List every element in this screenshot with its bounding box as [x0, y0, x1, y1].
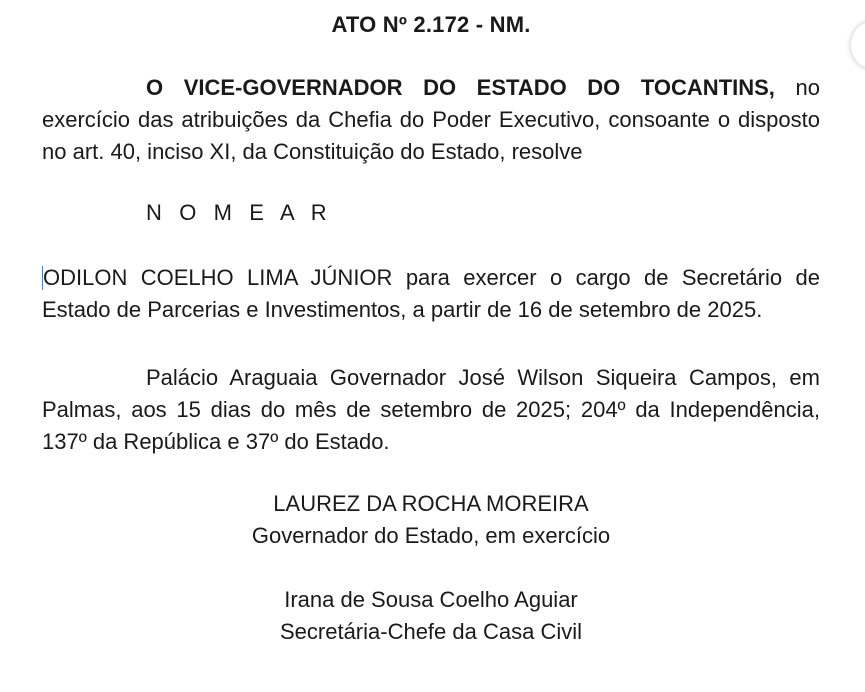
preamble-paragraph [42, 72, 820, 168]
signer-name: LAUREZ DA ROCHA MOREIRA [273, 491, 589, 516]
document-title: ATO Nº 2.172 - NM. [331, 12, 531, 37]
appointment-text: ODILON COELHO LIMA JÚNIOR para exercer o cargo de Secretário de Estado de Parcerias e Investimentos, a partir de 16 de setembro de 2025. [42, 265, 820, 322]
signature-block-governor [0, 488, 862, 552]
authority-lead: O VICE-GOVERNADOR DO ESTADO DO TOCANTINS, [146, 75, 775, 100]
appointment-paragraph[interactable] [42, 262, 820, 326]
signer-role: Secretária-Chefe da Casa Civil [279, 619, 583, 644]
signer-role: Governador do Estado, em exercício [251, 523, 611, 548]
action-verb: N O M E A R [146, 200, 333, 225]
preamble-text: no exercício das atribuições da Chefia do Poder Executivo, consoante o disposto no art. 40, inciso XI, da Constituição do Estado, resolve [42, 75, 820, 164]
signer-name: Irana de Sousa Coelho Aguiar [284, 587, 578, 612]
closing-paragraph: Palácio Araguaia Governador José Wilson Siqueira Campos, em Palmas, aos 15 dias do mês de setembro de 2025; 204º da Independência, 137º da República e 37º do Estado. [42, 365, 820, 454]
signature-block-secretary [0, 584, 862, 648]
